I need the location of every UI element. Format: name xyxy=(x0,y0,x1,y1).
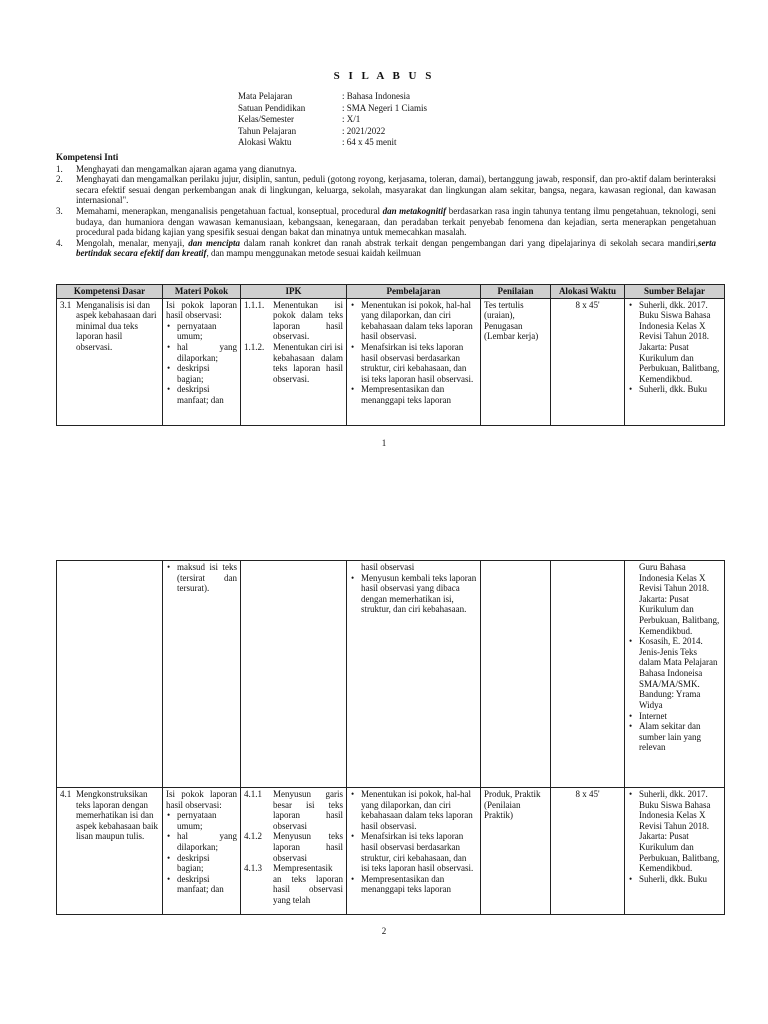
ipk-number: 1.1.2. xyxy=(244,342,265,353)
sumber-continued: Guru Bahasa Indonesia Kelas X Revisi Tahun 2018. Jakarta: Pusat Kurikulum dan Perbukuan, Balitbang, Kemendikbud. xyxy=(639,562,720,636)
ipk-text: Menyusun garis besar isi teks laporan hasil observasi xyxy=(273,789,343,831)
cell-kd xyxy=(57,788,163,915)
kd-text: Mengkonstruksikan teks laporan dengan memerhatikan isi dan aspek kebahasaan baik lisan maupun tulis. xyxy=(76,789,158,842)
list-item: • Mempresentasikan dan menanggapi teks laporan xyxy=(350,384,477,405)
header-materi-pokok: Materi Pokok xyxy=(163,285,241,299)
ki-num: 2. xyxy=(56,174,63,185)
ipk-item xyxy=(244,300,343,342)
identity-row xyxy=(238,126,498,138)
ki-num: 4. xyxy=(56,237,63,248)
identity-label: Mata Pelajaran xyxy=(238,91,293,101)
cell-ipk xyxy=(241,788,347,915)
penilaian-text: Produk, Praktik (Penilaian Praktik) xyxy=(484,789,541,821)
ki-item xyxy=(56,164,716,175)
identity-row xyxy=(238,114,498,126)
identity-value: : X/1 xyxy=(342,114,361,124)
kd-text: Menganalisis isi dan aspek kebahasaan dari minimal dua teks laporan hasil observasi. xyxy=(76,299,157,353)
document-title: S I L A B U S xyxy=(333,70,435,82)
syllabus-table-page-2 xyxy=(56,560,725,915)
list-item: • deskripsi bagian; xyxy=(166,363,237,384)
cell-ipk xyxy=(241,298,347,425)
table-row xyxy=(57,788,725,915)
page-2 xyxy=(0,540,768,1024)
cell-materi xyxy=(163,788,241,915)
materi-intro: Isi pokok laporan hasil observasi: xyxy=(166,789,237,810)
identity-value: : SMA Negeri 1 Ciamis xyxy=(342,102,427,113)
list-item: • Menentukan isi pokok, hal-hal yang dilaporkan, dan ciri kebahasaan dalam teks laporan hasil observasi. xyxy=(350,300,477,342)
ki-text-part: dalam ranah konkret dan ranah abstrak terkait dengan pengembangan dari yang dipelajarinya di sekolah secara mandiri, xyxy=(239,237,698,248)
identity-label: Tahun Pelajaran xyxy=(238,125,297,136)
identity-row xyxy=(238,103,498,115)
cell-pembelajaran xyxy=(347,788,481,915)
ipk-text: Mempresentasik an teks laporan hasil observasi yang telah xyxy=(273,863,343,906)
cell-kd xyxy=(57,561,163,788)
ki-num: 3. xyxy=(56,206,63,217)
kd-number: 4.1 xyxy=(60,789,72,799)
identity-block xyxy=(238,91,498,149)
ki-heading: Kompetensi Inti xyxy=(56,152,119,162)
identity-value: : 2021/2022 xyxy=(342,125,386,136)
identity-label: Kelas/Semester xyxy=(238,114,294,124)
list-item: • pernyataan umum; xyxy=(166,810,237,831)
header-sumber-belajar: Sumber Belajar xyxy=(625,285,725,299)
identity-row xyxy=(238,91,498,103)
identity-row xyxy=(238,137,498,149)
ki-text-emphasis: dan metakognitif xyxy=(382,206,447,217)
cell-sumber xyxy=(625,561,725,788)
identity-label: Satuan Pendidikan xyxy=(238,102,306,113)
ki-text-part: Memahami, menerapkan, menganalisis pengetahuan factual, konseptual, procedural xyxy=(76,206,383,217)
ipk-item xyxy=(244,789,343,831)
ki-item xyxy=(56,206,716,238)
header-kompetensi-dasar: Kompetensi Dasar xyxy=(57,285,163,299)
cell-kd xyxy=(57,298,163,425)
list-item: • Menyusun kembali teks laporan hasil observasi yang dibaca dengan memerhatikan isi, struktur, dan ciri kebahasaan. xyxy=(350,573,477,615)
list-item: • Menafsirkan isi teks laporan hasil observasi berdasarkan struktur, ciri kebahasaan, dan isi teks laporan hasil observasi. xyxy=(350,342,477,384)
identity-value: : Bahasa Indonesia xyxy=(342,91,410,101)
table-row xyxy=(57,561,725,788)
penilaian-text: Tes tertulis (uraian), Penugasan (Lembar kerja) xyxy=(484,299,539,342)
list-item: • maksud isi teks (tersirat dan tersurat). xyxy=(166,562,237,594)
ki-text-emphasis: serta bertindak secara efektif dan kreatif xyxy=(76,237,716,259)
pembelajaran-continued: hasil observasi xyxy=(361,562,415,572)
cell-penilaian xyxy=(481,788,551,915)
ki-num: 1. xyxy=(56,163,63,174)
cell-penilaian xyxy=(481,561,551,788)
kompetensi-inti xyxy=(56,152,716,259)
cell-alokasi xyxy=(551,788,625,915)
ki-item xyxy=(56,174,716,206)
list-item: • hal yang dilaporkan; xyxy=(166,342,237,363)
ki-text: Menghayati dan mengamalkan perilaku jujur, disiplin, santun, peduli (gotong royong, kerjasama, toleran, damai), bertanggung jawab, responsif, dan pro-aktif dalam berinteraksi secara efektif sesuai dengan perkembangan anak di lingkungan, keluarga, sekolah, masyarakat dan lingkungan alam sekitar, bangsa, negara, kawasan regional, dan kawasan internasional". xyxy=(76,174,716,206)
page-number: 1 xyxy=(381,438,387,448)
ipk-number: 1.1.1. xyxy=(244,299,265,310)
page-1 xyxy=(0,0,768,460)
list-item: • Internet xyxy=(628,711,721,722)
cell-sumber xyxy=(625,788,725,915)
ipk-number: 4.1.1 xyxy=(244,789,262,799)
cell-sumber xyxy=(625,298,725,425)
header-penilaian: Penilaian xyxy=(481,285,551,299)
ki-text: Menghayati dan mengamalkan ajaran agama yang dianutnya. xyxy=(76,163,297,174)
syllabus-table-page-1 xyxy=(56,284,725,426)
table-header-row xyxy=(57,285,725,299)
page-number: 2 xyxy=(381,926,387,936)
list-item: • Kosasih, E. 2014. Jenis-Jenis Teks dalam Mata Pelajaran Bahasa Indoneisa SMA/MA/SMK. Bandung: Yrama Widya xyxy=(628,636,721,710)
cell-ipk xyxy=(241,561,347,788)
header-pembelajaran: Pembelajaran xyxy=(347,285,481,299)
alokasi-text: 8 x 45' xyxy=(575,789,600,799)
cell-materi xyxy=(163,561,241,788)
ipk-item xyxy=(244,342,343,384)
alokasi-text: 8 x 45' xyxy=(575,299,600,310)
ki-text-part: Mengolah, menalar, menyaji, xyxy=(76,237,189,248)
list-item: • hal yang dilaporkan; xyxy=(166,831,237,852)
identity-label: Alokasi Waktu xyxy=(238,137,292,147)
cell-materi xyxy=(163,298,241,425)
ki-item xyxy=(56,238,716,259)
header-ipk: IPK xyxy=(241,285,347,299)
list-item: • Suherli, dkk. Buku xyxy=(628,384,721,395)
cell-penilaian xyxy=(481,298,551,425)
ki-text-emphasis: dan mencipta xyxy=(188,237,240,248)
list-item: • Suherli, dkk. 2017. Buku Siswa Bahasa Indonesia Kelas X Revisi Tahun 2018. Jakarta: Pusat Kurikulum dan Perbukuan, Balitbang, Kemendikbud. xyxy=(628,789,721,874)
ki-text-part: berdasarkan rasa ingin tahunya tentang ilmu pengetahuan, teknologi, seni budaya, dan humaniora dengan wawasan kemanusiaan, kebangsaan, kenegaraan, dan peradaban terkait penyebab fenomena dan kejadian, serta menerapkan pengetahuan procedural pada bidang kajian yang spesifik sesuai dengan bakat dan minatnya untuk memecahkan masalah. xyxy=(76,206,716,238)
list-item: • Menentukan isi pokok, hal-hal yang dilaporkan, dan ciri kebahasaan dalam teks laporan hasil observasi. xyxy=(350,789,477,831)
cell-pembelajaran xyxy=(347,298,481,425)
ki-text-part: , dan mampu menggunakan metode sesuai kaidah keilmuan xyxy=(206,248,421,259)
ipk-number: 4.1.2 xyxy=(244,831,262,842)
list-item: • deskripsi manfaat; dan xyxy=(166,874,237,895)
list-item: • deskripsi manfaat; dan xyxy=(166,384,237,405)
materi-intro: Isi pokok laporan hasil observasi: xyxy=(166,299,237,321)
kd-number: 3.1 xyxy=(60,299,72,310)
ipk-text: Menentukan ciri isi kebahasaan dalam teks laporan hasil observasi. xyxy=(273,342,343,384)
cell-alokasi xyxy=(551,561,625,788)
list-item: • Menafsirkan isi teks laporan hasil observasi berdasarkan struktur, ciri kebahasaan, dan isi teks laporan hasil observasi. xyxy=(350,831,477,873)
list-item: • deskripsi bagian; xyxy=(166,853,237,874)
cell-alokasi xyxy=(551,298,625,425)
ipk-text: Menentukan isi pokok dalam teks laporan hasil observasi. xyxy=(273,299,343,342)
list-item: • Mempresentasikan dan menanggapi teks laporan xyxy=(350,874,477,895)
table-row xyxy=(57,298,725,425)
cell-pembelajaran xyxy=(347,561,481,788)
ipk-item xyxy=(244,863,343,905)
identity-value: : 64 x 45 menit xyxy=(342,137,397,147)
ipk-item xyxy=(244,831,343,863)
ki-text xyxy=(76,238,716,259)
list-item: • pernyataan umum; xyxy=(166,321,237,342)
list-item: • Alam sekitar dan sumber lain yang relevan xyxy=(628,721,721,753)
ki-text xyxy=(76,206,716,238)
list-item: • Suherli, dkk. 2017. Buku Siswa Bahasa Indonesia Kelas X Revisi Tahun 2018. Jakarta: Pusat Kurikulum dan Perbukuan, Balitbang, Kemendikbud. xyxy=(628,300,721,385)
list-item: • Suherli, dkk. Buku xyxy=(628,874,721,885)
ipk-number: 4.1.3 xyxy=(244,863,262,874)
header-alokasi-waktu: Alokasi Waktu xyxy=(551,285,625,299)
ipk-text: Menyusun teks laporan hasil observasi xyxy=(273,831,343,863)
